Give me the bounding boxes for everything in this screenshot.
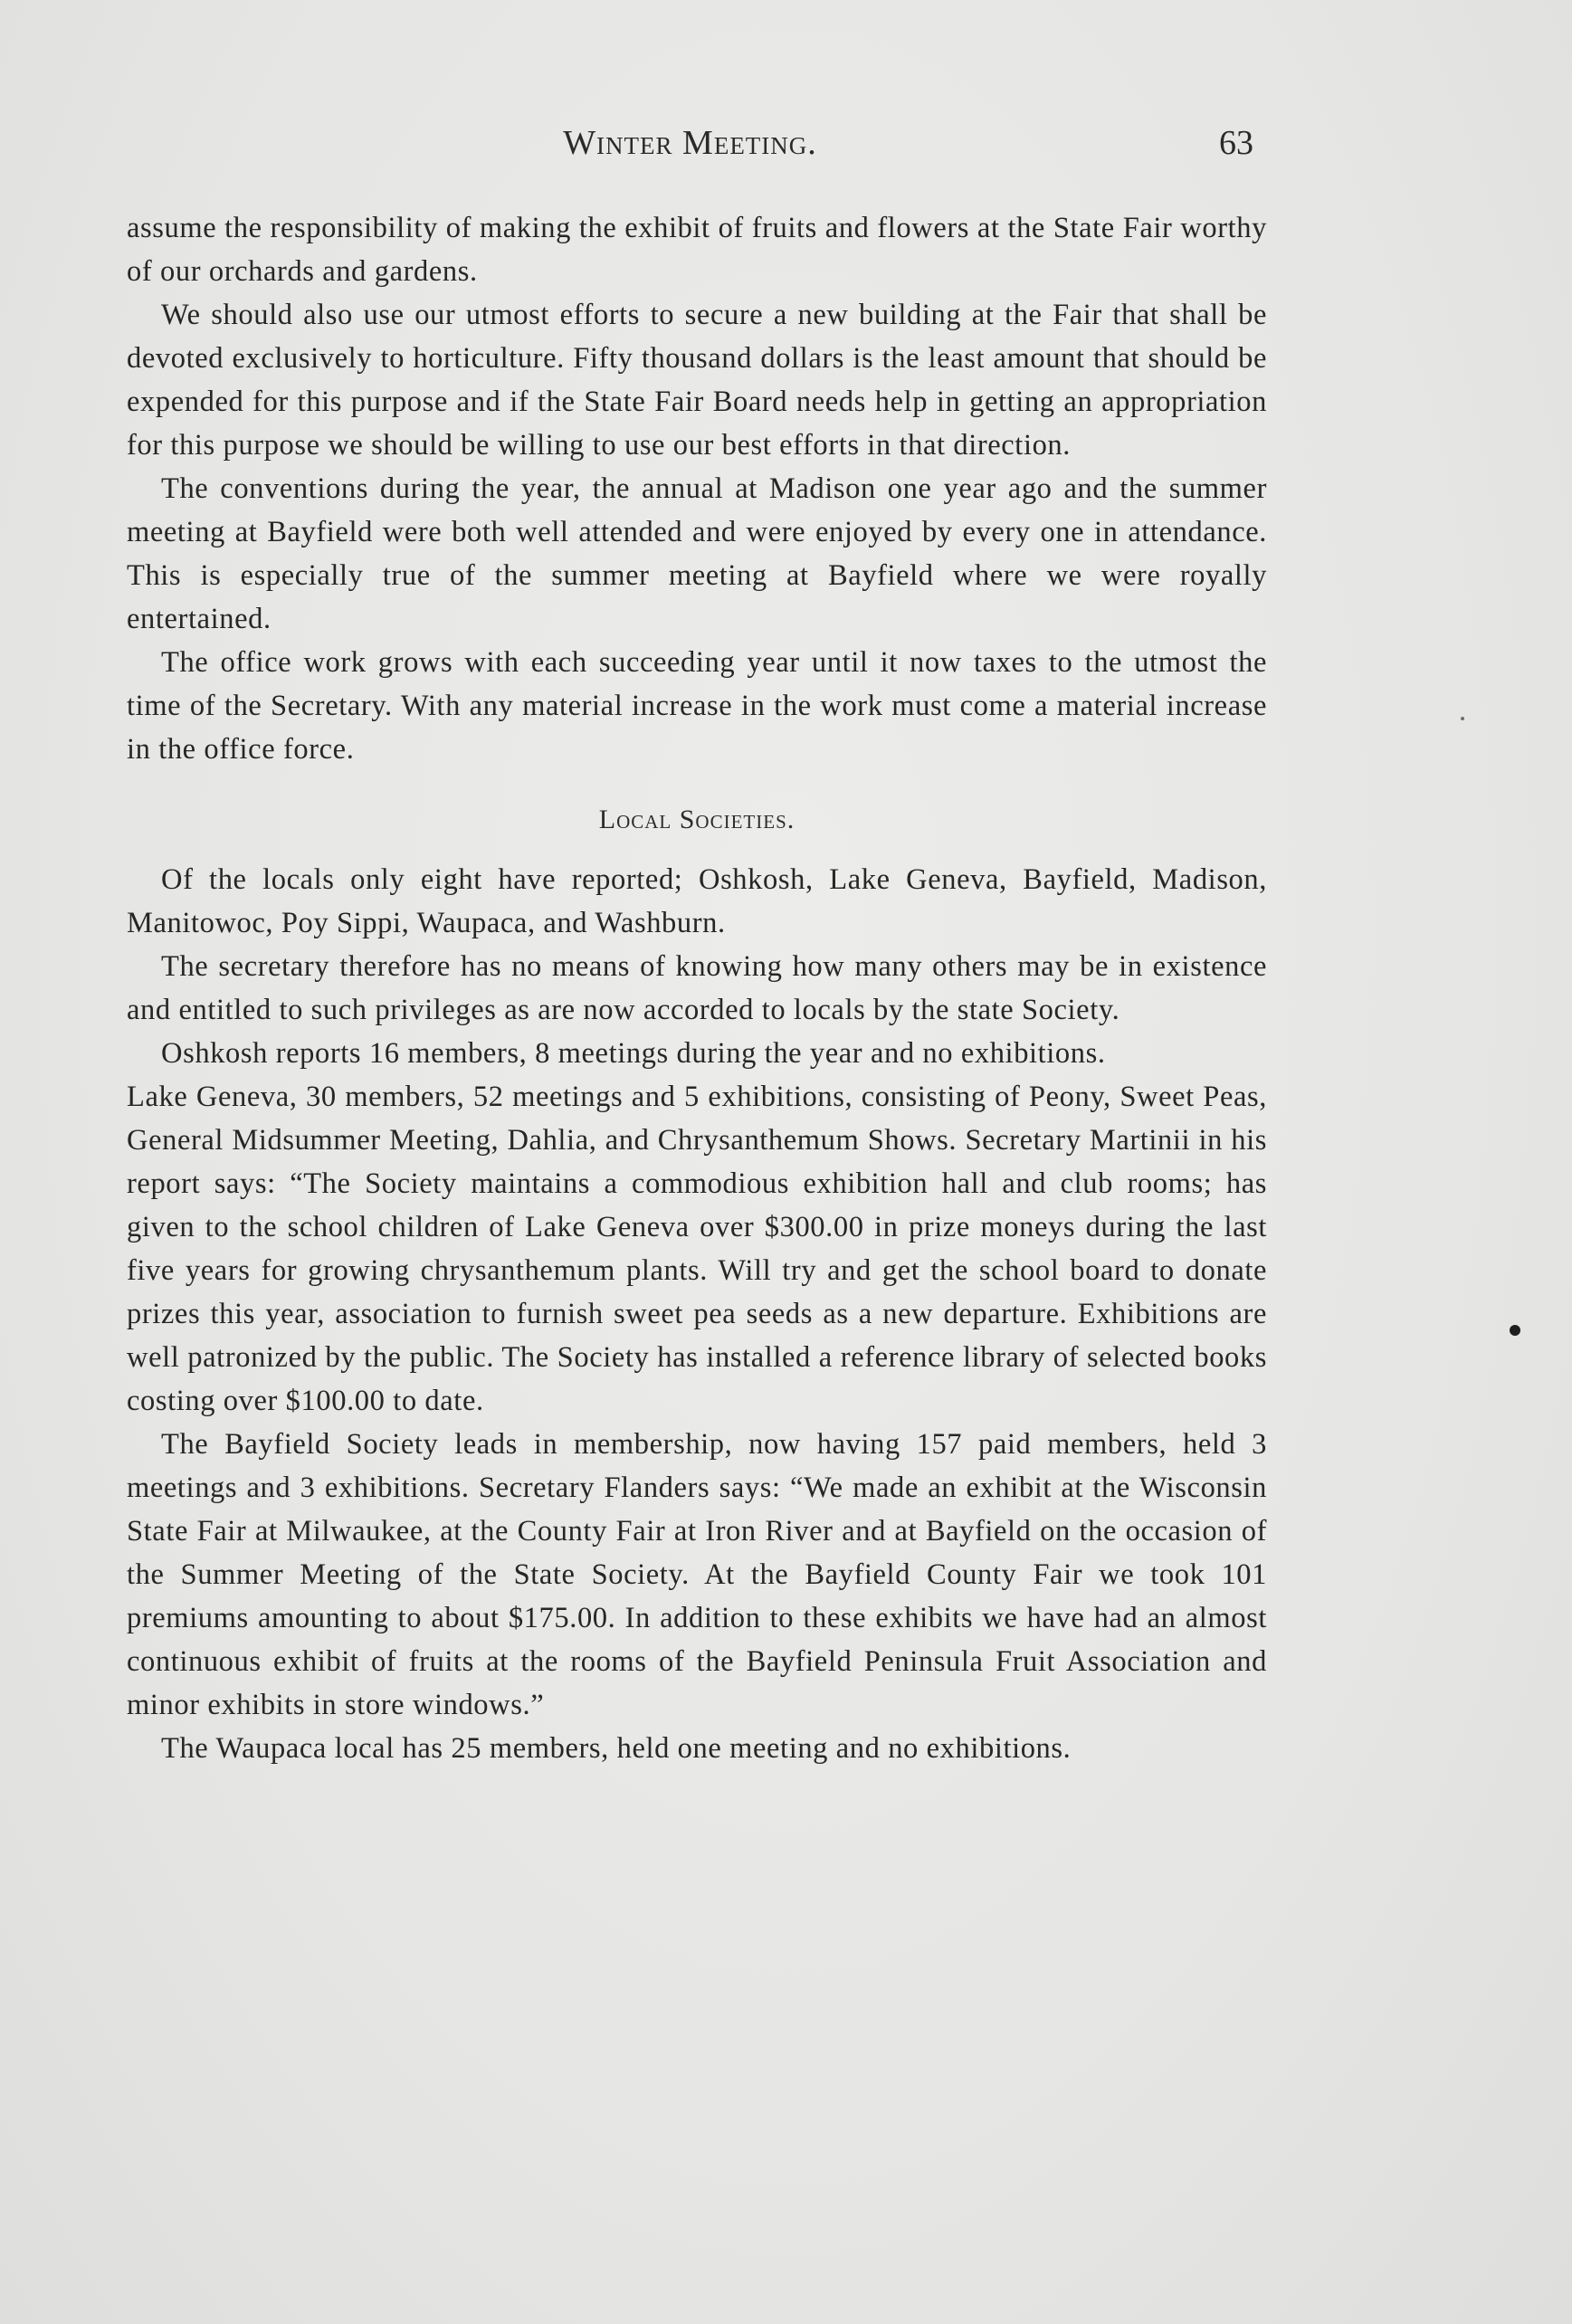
body-text xyxy=(127,206,1267,1770)
paragraph-new-building: We should also use our utmost efforts to secure a new building at the Fair that shall be devoted exclusively to horticulture. Fifty thousand dollars is the least amount that should be expended for this purpose and if the State Fair Board needs help in getting an appropriation for this purpose we should be willing to use our best efforts in that direction. xyxy=(127,299,1267,462)
paragraph-lake-geneva: Lake Geneva, 30 members, 52 meetings and 5 exhibitions, consisting of Peony, Sweet Peas, General Midsummer Meeting, Dahlia, and Chrysanthemum Shows. Secretary Martinii in his report says: “The Society maintains a commodious exhibition hall and club rooms; has given to the school children of Lake Geneva over $300.00 in prize moneys during the last five years for growing chrysanthemum plants. Will try and get the school board to donate prizes this year, association to furnish sweet pea seeds as a new departure. Exhibitions are well patronized by the public. The Society has installed a reference library of selected books costing over $100.00 to date. xyxy=(127,1081,1267,1417)
running-head: Winter Meeting. xyxy=(563,124,817,162)
paragraph-locals-reported: Of the locals only eight have reported; Oshkosh, Lake Geneva, Bayfield, Madison, Manitowoc, Poy Sippi, Waupaca, and Washburn. xyxy=(127,863,1267,939)
ink-speck-right xyxy=(1510,1325,1520,1336)
paragraph-waupaca: The Waupaca local has 25 members, held one meeting and no exhibitions. xyxy=(161,1732,1072,1765)
paragraph-fair-exhibit: assume the responsibility of making the exhibit of fruits and flowers at the State Fair worthy of our orchards and gardens. xyxy=(127,212,1267,288)
section-heading-local-societies: Local Societies. xyxy=(598,805,796,834)
paragraph-office-work: The office work grows with each succeeding year until it now taxes to the utmost the time of the Secretary. With any material increase in the work must come a material increase in the office force. xyxy=(127,646,1267,766)
page-number: 63 xyxy=(1219,124,1253,162)
paragraph-secretary-means: The secretary therefore has no means of knowing how many others may be in existence and entitled to such privileges as are now accorded to locals by the state Society. xyxy=(127,950,1267,1026)
ink-speck-small xyxy=(1461,717,1464,720)
paragraph-bayfield: The Bayfield Society leads in membership, now having 157 paid members, held 3 meetings and 3 exhibitions. Secretary Flanders says: “We made an exhibit at the Wisconsin State Fair at Milwaukee, at the County Fair at Iron River and at Bayfield on the occasion of the Summer Meeting of the State Society. At the Bayfield County Fair we took 101 premiums amounting to about $175.00. In addition to these exhibits we have had an almost continuous exhibit of fruits at the rooms of the Bayfield Peninsula Fruit Association and minor exhibits in store windows.” xyxy=(127,1428,1267,1721)
paragraph-conventions: The conventions during the year, the annual at Madison one year ago and the summer meeting at Bayfield were both well attended and were enjoyed by every one in attendance. This is especially true of the summer meeting at Bayfield where we were royally entertained. xyxy=(127,472,1267,635)
page-header xyxy=(127,123,1253,174)
paragraph-oshkosh: Oshkosh reports 16 members, 8 meetings during the year and no exhibitions. xyxy=(161,1037,1106,1070)
